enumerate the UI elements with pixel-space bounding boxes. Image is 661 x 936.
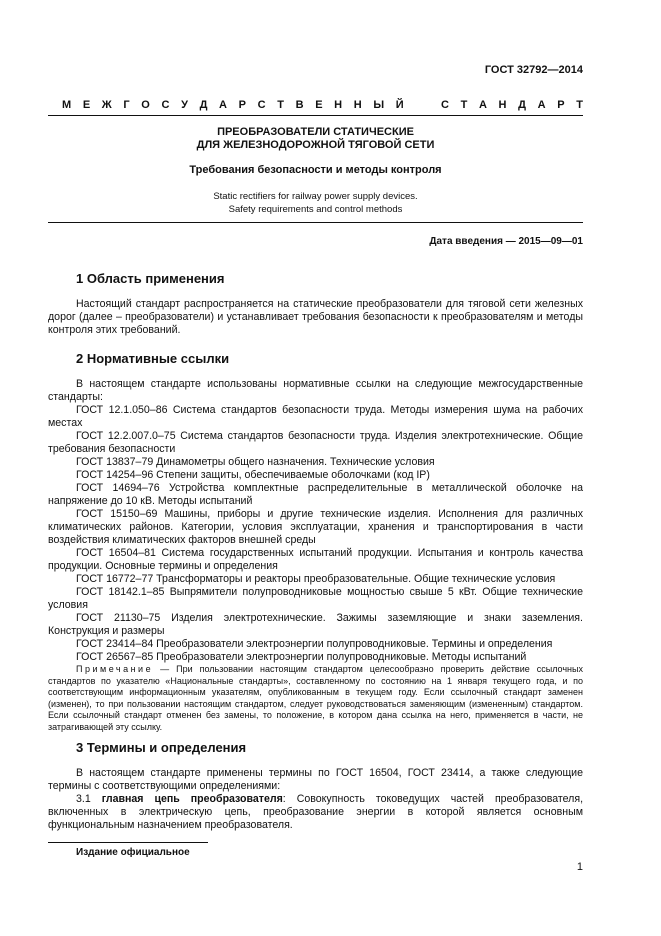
term-definition: : Совокупность токоведущих частей преобразователя, включенных в электрическую цепь, преобразование энергии в которой является основным функциональным назначением преобразователя. bbox=[48, 793, 584, 831]
reference-item: ГОСТ 14694–76 Устройства комплектные распределительные в металлической оболочке на напряжение до 10 кВ. Методы испытаний bbox=[48, 482, 583, 507]
banner-letter: Т bbox=[277, 99, 284, 111]
reference-item: ГОСТ 16772–77 Трансформаторы и реакторы преобразовательные. Общие технические условия bbox=[76, 573, 556, 585]
banner-letter: С bbox=[257, 99, 266, 111]
reference-item: ГОСТ 21130–75 Изделия электротехнические. Зажимы заземляющие и знаки заземления. Конструкция и размеры bbox=[48, 612, 583, 637]
section-3-heading: 3 Термины и определения bbox=[76, 740, 247, 755]
banner-letter: Р bbox=[238, 99, 246, 111]
banner-letter: Т bbox=[460, 99, 468, 111]
banner-letter: Е bbox=[315, 99, 323, 111]
term-number: 3.1 bbox=[76, 793, 102, 805]
banner-letter: Г bbox=[123, 99, 130, 111]
section-2-intro: В настоящем стандарте использованы нормативные ссылки на следующие межгосударственные стандарты: bbox=[48, 378, 583, 403]
document-title bbox=[48, 126, 583, 152]
reference-item: ГОСТ 16504–81 Система государственных испытаний продукции. Испытания и контроль качества продукции. Основные термины и определения bbox=[48, 547, 583, 572]
introduction-date: Дата введения — 2015—09—01 bbox=[429, 236, 583, 247]
reference-item: ГОСТ 12.1.050–86 Система стандартов безопасности труда. Методы измерения шума на рабочих местах bbox=[48, 404, 583, 429]
title-line-1: ПРЕОБРАЗОВАТЕЛИ СТАТИЧЕСКИЕ bbox=[217, 126, 414, 138]
english-title-line-2: Safety requirements and control methods bbox=[228, 204, 403, 215]
banner-letter: А bbox=[537, 99, 546, 111]
banner-letter: У bbox=[181, 99, 188, 111]
banner-letter: Р bbox=[557, 99, 565, 111]
english-title-line-1: Static rectifiers for railway power supply devices. bbox=[213, 191, 418, 202]
banner-letter: Н bbox=[498, 99, 507, 111]
top-rule bbox=[48, 115, 583, 116]
official-edition-label: Издание официальное bbox=[76, 847, 190, 858]
section-1-heading: 1 Область применения bbox=[76, 271, 225, 286]
banner-letter: Е bbox=[82, 99, 91, 111]
reference-item: ГОСТ 18142.1–85 Выпрямители полупроводниковые мощностью свыше 5 кВт. Общие технические условия bbox=[48, 586, 583, 611]
title-rule bbox=[48, 222, 583, 223]
section-2-heading: 2 Нормативные ссылки bbox=[76, 351, 230, 366]
note-paragraph bbox=[48, 664, 583, 733]
term-name: главная цепь преобразователя bbox=[101, 793, 283, 805]
standard-code: ГОСТ 32792—2014 bbox=[484, 64, 583, 76]
reference-item: ГОСТ 14254–96 Степени защиты, обеспечиваемые оболочками (код IP) bbox=[76, 469, 430, 481]
term-3-1 bbox=[48, 793, 583, 832]
banner-letter: Т bbox=[576, 99, 583, 111]
banner-letter: О bbox=[141, 99, 150, 111]
banner-letter bbox=[415, 99, 429, 111]
banner-letter: Д bbox=[199, 99, 208, 111]
section-1-body bbox=[48, 298, 583, 337]
section-1-paragraph: Настоящий стандарт распространяется на статические преобразователи для тяговой сети железных дорог (далее – преобразователи) и устанавливает требования безопасности к преобразователям и методы контроля этих требований. bbox=[48, 298, 583, 336]
banner-letter: Н bbox=[334, 99, 343, 111]
banner-letter: Н bbox=[353, 99, 362, 111]
reference-item: ГОСТ 13837–79 Динамометры общего назначения. Технические условия bbox=[76, 456, 435, 468]
section-2-body bbox=[48, 378, 583, 733]
title-line-2: ДЛЯ ЖЕЛЕЗНОДОРОЖНОЙ ТЯГОВОЙ СЕТИ bbox=[196, 139, 435, 151]
document-subtitle: Требования безопасности и методы контроля bbox=[189, 164, 442, 176]
banner-letter: А bbox=[219, 99, 227, 111]
english-title bbox=[48, 190, 583, 216]
interstate-standard-banner bbox=[62, 99, 583, 111]
reference-item: ГОСТ 12.2.007.0–75 Система стандартов безопасности труда. Изделия электротехнические. Общие требования безопасности bbox=[48, 430, 583, 455]
section-3-body bbox=[48, 767, 583, 832]
banner-letter: В bbox=[295, 99, 304, 111]
section-3-intro: В настоящем стандарте применены термины по ГОСТ 16504, ГОСТ 23414, а также следующие термины с соответствующими определениями: bbox=[48, 767, 583, 792]
banner-letter: Ы bbox=[373, 99, 385, 111]
reference-list bbox=[48, 404, 583, 664]
note-label: Примечание bbox=[76, 664, 154, 674]
page-number: 1 bbox=[576, 861, 583, 873]
note-text: — При пользовании настоящим стандартом целесообразно проверить действие ссылочных стандартов по указателю «Национальные стандарты», составленному по состоянию на 1 января текущего года, и по соответствующим информационным указателям, опубликованным в текущем году. Если ссылочный стандарт заменен (изменен), то при пользовании настоящим стандартом, следует руководствоваться заменяющим (измененным) стандартом. Если ссылочный стандарт отменен без замены, то положение, в котором дана ссылка на него, применяется в части, не затрагивающей эту ссылку. bbox=[48, 664, 583, 732]
reference-item: ГОСТ 26567–85 Преобразователи электроэнергии полупроводниковые. Методы испытаний bbox=[76, 651, 527, 663]
banner-letter: С bbox=[161, 99, 170, 111]
reference-item: ГОСТ 23414–84 Преобразователи электроэнергии полупроводниковые. Термины и определения bbox=[76, 638, 553, 650]
banner-letter: М bbox=[62, 99, 72, 111]
reference-item: ГОСТ 15150–69 Машины, приборы и другие технические изделия. Исполнения для различных климатических районов. Категории, условия эксплуатации, хранения и транспортирования в части воздействия климатических факторов внешней среды bbox=[48, 508, 583, 546]
banner-letter: А bbox=[478, 99, 487, 111]
banner-letter: С bbox=[440, 99, 449, 111]
banner-letter: Й bbox=[395, 99, 404, 111]
banner-letter: Д bbox=[518, 99, 526, 111]
footer-rule bbox=[48, 842, 208, 843]
banner-letter: Ж bbox=[101, 99, 112, 111]
